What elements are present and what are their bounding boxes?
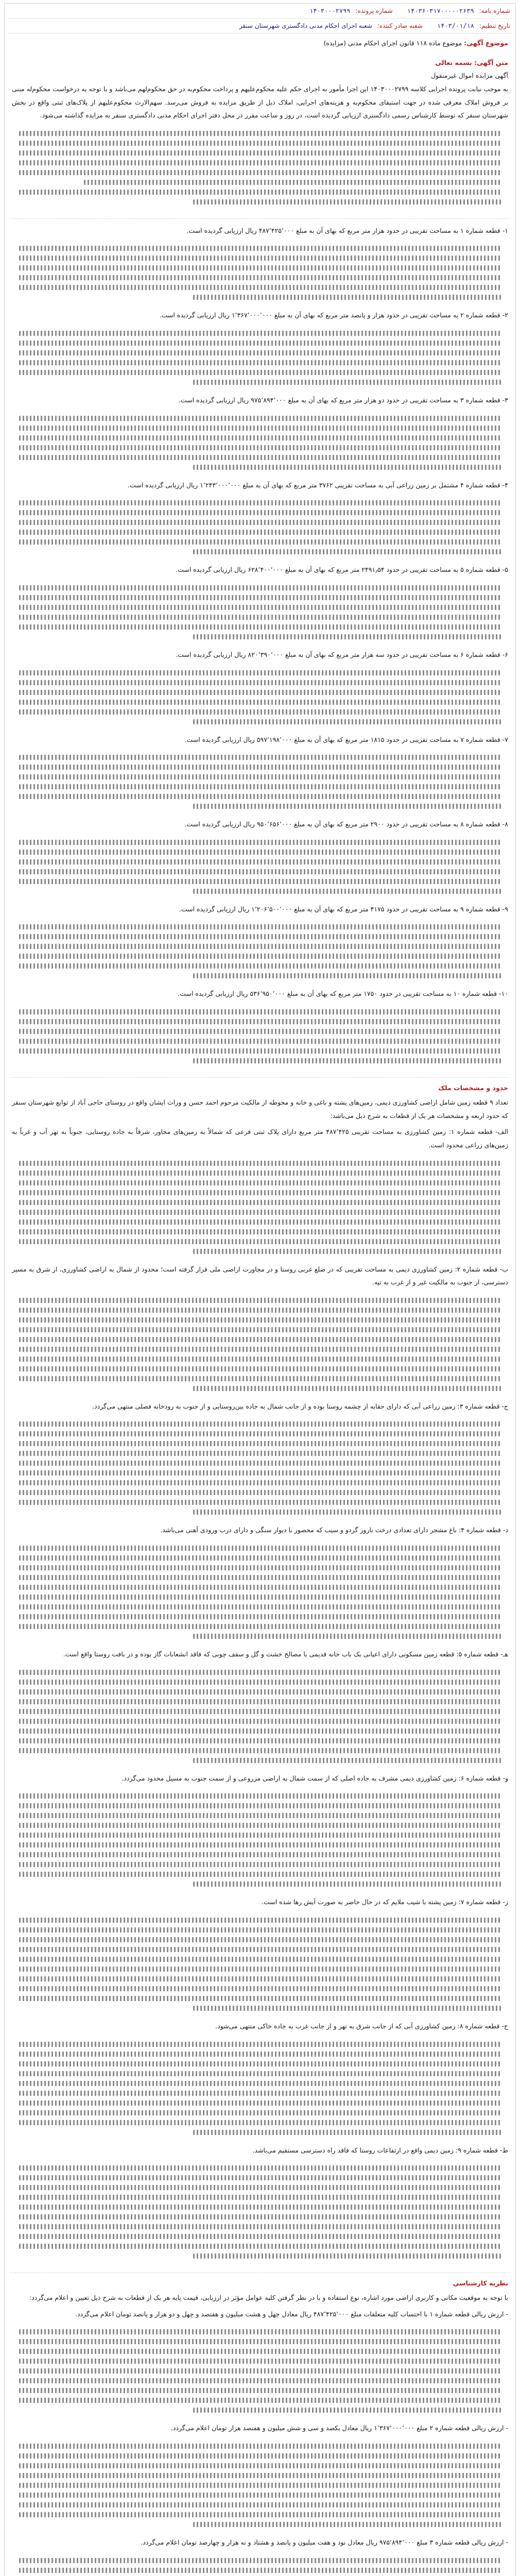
boundary-item	[12, 1263, 508, 1400]
intro-block	[5, 53, 515, 216]
date-value: ۱۴۰۳/۰۱/۱۸	[437, 22, 475, 29]
valuation-item	[12, 818, 508, 903]
case-number-value: ۱۴۰۳۰۰۰۲۷۹۹	[309, 7, 351, 14]
intro-text: به موجب نیابت پرونده اجرایی کلاسه ۱۴۰۳۰۰۰۲۷۹۹ این اجرا مأمور به اجرای حکم علیه محکوم‌علیهم و پرداخت محکوم‌به در حق محکوم‌لهم می‌باشد و با توجه به درخواست محکوم‌له مبنی بر فروش املاک معرفی شده در جهت استیفای محکوم‌به و هزینه‌های اجرایی، املاک ذیل از طریق مزایده به فروش می‌رسد. سهم‌الارث محکوم‌علیهم از پلاک‌های ثبتی واقع در بخش شهرستان سنقر که توسط کارشناس رسمی دادگستری ارزیابی گردیده است، در روز و ساعت مقرر در محل دفتر اجرای احکام مدنی دادگستری سنقر به مزایده گذاشته می‌شود.	[12, 84, 508, 120]
boundary-item	[12, 1648, 508, 1772]
expert-item	[12, 2536, 508, 2576]
valuation-item-text: ۶- قطعه شماره ۶ به مساحت تقریبی در حدود سه هزار متر مربع که بهای آن به مبلغ ۸۲۰٬۳۹۰٬۰۰۰ ریال ارزیابی گردیده است.	[176, 650, 508, 658]
letter-number-value: ۱۴۰۳۶۰۳۱۷۰۰۰۰۰۲۶۳۹	[407, 7, 474, 14]
expert-item-text: - ارزش ریالی قطعه شماره ۲ مبلغ ۱٬۳۶۷٬۰۰۰٬۰۰۰ ریال معادل یکصد و سی و شش میلیون و هفتصد هزار تومان اعلام می‌گردد.	[170, 2424, 508, 2432]
items-list	[5, 221, 515, 1075]
valuation-item-text: ۱- قطعه شماره ۱ به مساحت تقریبی در حدود هزار متر مربع که بهای آن به مبلغ ۴۸۷٬۴۲۵٬۰۰۰ ریال ارزیابی گردیده است.	[186, 226, 508, 234]
boundary-item-text: هـ- قطعه شماره ۵: قطعه زمین مسکونی دارای اعیانی یک باب خانه قدیمی با مصالح خشت و گل و سقف چوبی که فاقد انشعابات گاز بوده و در بافت روستا واقع است.	[63, 1650, 508, 1658]
letter-number-label: شماره نامه:	[479, 7, 510, 14]
boundary-item-text: د- قطعه شماره ۴: باغ مشجر دارای تعدادی درخت بارور گردو و سیب که محصور با دیوار سنگی و دارای درب ورودی آهنی می‌باشد.	[160, 1526, 508, 1534]
office-value: شعبه اجرای احکام مدنی دادگستری شهرستان سنقر	[239, 22, 372, 29]
subject-label: موضوع آگهی:	[464, 39, 508, 47]
valuation-item	[12, 648, 508, 733]
intro-subheading: آگهی مزایده اموال غیرمنقول	[431, 72, 508, 80]
expert-item-text: - ارزش ریالی قطعه شماره ۱ با احتساب کلیه متعلقات مبلغ ۴۸۷٬۴۲۵٬۰۰۰ ریال معادل چهل و هشت میلیون و هفتصد و چهل و دو هزار و پانصد تومان اعلام می‌گردد.	[75, 2310, 508, 2318]
document-page	[4, 3, 516, 2576]
boundary-item	[12, 1400, 508, 1524]
boundary-item	[12, 1125, 508, 1262]
boundary-item	[12, 1772, 508, 1896]
valuation-item	[12, 987, 508, 1072]
valuation-item	[12, 903, 508, 988]
boundary-item	[12, 1895, 508, 2020]
valuation-item-text: ۳- قطعه شماره ۳ به مساحت تقریبی در حدود دو هزار متر مربع که بهای آن به مبلغ ۹۷۵٬۸۹۴٬۰۰۰ ریال ارزیابی گردیده است.	[178, 396, 508, 404]
valuation-item	[12, 479, 508, 564]
valuation-item	[12, 224, 508, 309]
boundary-item	[12, 2144, 508, 2268]
expert-item	[12, 2308, 508, 2422]
expert-text: با توجه به موقعیت مکانی و کاربری اراضی مورد اشاره، نوع استفاده و با در نظر گرفتن کلیه عوامل مؤثر در ارزیابی، قیمت پایه هر یک از قطعات به شرح ذیل تعیین و اعلام می‌گردد:	[29, 2294, 508, 2302]
valuation-item-text: ۸- قطعه شماره ۸ به مساحت تقریبی در حدود ۲۹۰۰ متر مربع که بهای آن به مبلغ ۹۵۰٬۶۵۶٬۰۰۰ ریال ارزیابی گردیده است.	[184, 820, 508, 828]
intro-heading: متن آگهی: بسمه تعالی	[435, 58, 508, 66]
boundary-item	[12, 1523, 508, 1648]
boundary-item	[12, 2020, 508, 2144]
boundary-item-text: و- قطعه شماره ۶: زمین کشاورزی دیمی مشرف به جاده اصلی که از سمت شمال به اراضی مزروعی و از سمت جنوب به مسیل محدود می‌گردد.	[122, 1774, 508, 1782]
expert-block	[5, 2288, 515, 2576]
boundaries-heading: حدود و مشخصات ملک	[438, 1084, 508, 1092]
subject-value: موضوع ماده ۱۱۸ قانون اجرای احکام مدنی (مزایده)	[323, 39, 462, 47]
expert-heading: نظریه کارشناسی	[453, 2279, 508, 2287]
valuation-item-text: ۵- قطعه شماره ۵ به مساحت تقریبی در حدود ۲۴۹۱٫۵۴ متر مربع که بهای آن به مبلغ ۶۲۸٬۴۰۰٬۰۰۰ ریال ارزیابی گردیده است.	[176, 566, 508, 574]
date-label: تاریخ تنظیم:	[479, 22, 510, 29]
subject-block	[5, 33, 515, 53]
boundary-item-text: ج- قطعه شماره ۳: زمین زراعی آبی که دارای حقابه از چشمه روستا بوده و از جانب شمال به جاده بین‌روستایی و از جنوب به رودخانه فصلی منتهی می‌گردد.	[92, 1402, 508, 1410]
valuation-item	[12, 309, 508, 394]
office-label: شعبه صادر کننده:	[377, 22, 423, 29]
boundary-item-text: ز- قطعه شماره ۷: زمین پشته با شیب ملایم که در حال حاضر به صورت آیش رها شده است.	[261, 1898, 508, 1906]
valuation-item	[12, 394, 508, 479]
boundary-item-text: الف- قطعه شماره ۱: زمین کشاورزی به مساحت تقریبی ۴۸۷٬۴۲۵ متر مربع دارای پلاک ثبتی فرعی که شمالاً به زمین‌های مجاور، شرقاً به جاده روستایی، جنوباً به نهر آب و غرباً به زمین‌های زراعی محدود است.	[12, 1128, 508, 1149]
valuation-item-text: ۹- قطعه شماره ۹ به مساحت تقریبی در حدود ۴۱۷۵ متر مربع که بهای آن به مبلغ ۱٬۲۰۶٬۵۰۰٬۰۰۰ ریال ارزیابی گردیده است.	[179, 905, 508, 913]
valuation-item	[12, 733, 508, 818]
header-number-row	[5, 4, 515, 18]
boundary-item-text: ب- قطعه شماره ۲: زمین کشاورزی دیمی به مساحت تقریبی که در ضلع غربی روستا و در مجاورت اراضی ملی قرار گرفته است؛ محدود از شمال به اراضی کشاورزی، از شرق به مسیر دسترسی، از جنوب به مالکیت غیر و از غرب به تپه.	[12, 1265, 508, 1286]
valuation-item-text: ۷- قطعه شماره ۷ به مساحت تقریبی در حدود ۱۸۱۵ متر مربع که بهای آن به مبلغ ۵۹۷٬۱۹۸٬۰۰۰ ریال ارزیابی گردیده است.	[184, 735, 508, 743]
valuation-item	[12, 563, 508, 648]
expert-item-text: - ارزش ریالی قطعه شماره ۳ مبلغ ۹۷۵٬۸۹۴٬۰۰۰ ریال معادل نود و هفت میلیون و پانصد و هشتاد و نه هزار و چهارصد تومان اعلام می‌گردد.	[141, 2538, 508, 2546]
valuation-item-text: ۴- قطعه شماره ۴ مشتمل بر زمین زراعی آبی به مساحت تقریبی ۳۷۶۲ متر مربع که بهای آن به مبلغ ۱٬۲۴۳٬۰۰۰٬۰۰۰ ریال ارزیابی گردیده است.	[127, 481, 508, 489]
header-date-row	[5, 19, 515, 33]
valuation-item-text: ۲- قطعه شماره ۲ به مساحت تقریبی در حدود هزار و پانصد متر مربع که بهای آن به مبلغ ۱٬۳۶۷٬۰۰۰٬۰۰۰ ریال ارزیابی گردیده است.	[159, 311, 508, 319]
boundary-item-text: ط- قطعه شماره ۹: زمین دیمی واقع در ارتفاعات روستا که فاقد راه دسترسی مستقیم می‌باشد.	[252, 2146, 508, 2154]
valuation-item-text: ۱۰- قطعه شماره ۱۰ به مساحت تقریبی در حدود ۱۷۵۰ متر مربع که بهای آن به مبلغ ۵۳۶٬۹۵۰٬۰۰۰ ریال ارزیابی گردیده است.	[178, 990, 508, 998]
boundaries-block	[5, 1093, 515, 2270]
expert-item	[12, 2421, 508, 2536]
case-number-label: شماره پرونده:	[355, 7, 393, 14]
boundary-item-text: ح- قطعه شماره ۸: زمین کشاورزی آبی که از جانب شرق به نهر و از جانب غرب به جاده خاکی منتهی می‌شود.	[215, 2022, 508, 2030]
boundaries-text: تعداد ۹ قطعه زمین شامل اراضی کشاورزی دیمی، زمین‌های پشته و باغی و خانه و محوطه از مالکیت مرحوم احمد حسن و وراث ایشان واقع در روستای حاجی آباد از توابع شهرستان سنقر که حدود اربعه و مشخصات هر یک از قطعات به شرح ذیل می‌باشد:	[12, 1098, 508, 1120]
